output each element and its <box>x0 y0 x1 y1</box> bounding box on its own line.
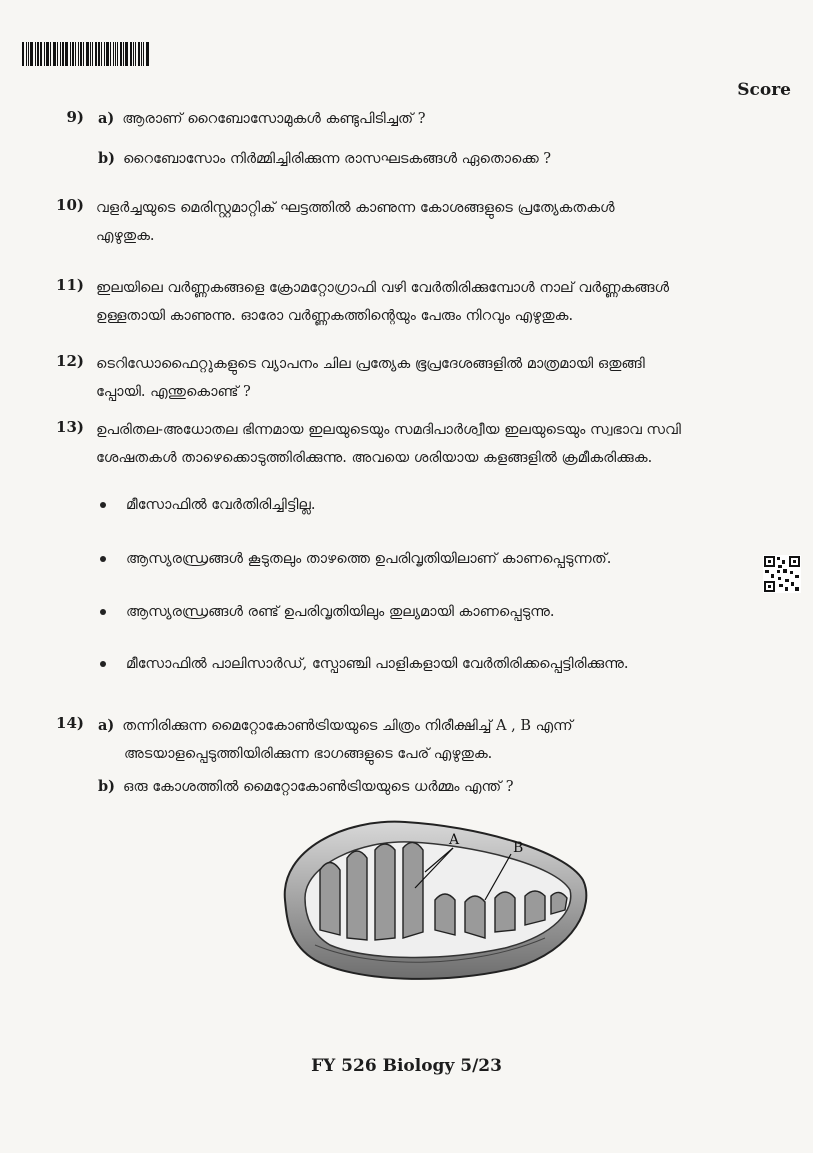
barcode <box>22 42 150 66</box>
q14-a-line2: അടയാളപ്പെടുത്തിയിരിക്കുന്ന ഭാഗങ്ങളുടെ പേര് എഴുതുക. <box>124 746 493 762</box>
q13-bullet: മീസോഫിൽ വേർതിരിച്ചിട്ടില്ല. <box>100 497 315 513</box>
q9-a-text: ആരാണ് റൈബോസോമുകൾ കണ്ടുപിടിച്ചത് ? <box>122 111 426 127</box>
label-a: A <box>449 832 460 848</box>
q12-text <box>96 350 645 406</box>
q13-bullet: മീസോഫിൽ പാലിസാർഡ്, സ്പോഞ്ചി പാളികളായി വേർതിരിക്കപ്പെട്ടിരിക്കുന്നു. <box>100 656 628 672</box>
score-label: Score <box>737 80 791 100</box>
q12-line1: ടെറിഡോഫൈറ്റുകളുടെ വ്യാപനം ചില പ്രത്യേക ഭൂപ്രദേശങ്ങളിൽ മാത്രമായി ഒതുങ്ങി <box>96 356 645 372</box>
q10-number: 10) <box>56 196 84 214</box>
q13-line2: ശേഷതകൾ താഴെക്കൊടുത്തിരിക്കുന്നു. അവയെ ശരിയായ കളങ്ങളിൽ ക്രമീകരിക്കുക. <box>96 450 653 466</box>
q13-bullet: ആസ്യരന്ധ്രങ്ങൾ കൂടുതലും താഴത്തെ ഉപരിവൃതിയിലാണ് കാണപ്പെടുന്നത്. <box>100 551 611 567</box>
q11-text <box>96 274 669 330</box>
q12-line2: പ്പോയി. എന്തുകൊണ്ട് ? <box>96 384 251 400</box>
q9-a-label: a) <box>98 110 115 127</box>
q10-line1: വളർച്ചയുടെ മെരിസ്റ്റമാറ്റിക് ഘട്ടത്തിൽ കാണുന്ന കോശങ്ങളുടെ പ്രത്യേകതകൾ <box>96 200 615 216</box>
q9-b-label: b) <box>98 150 115 167</box>
q14-part-b <box>98 774 514 800</box>
mitochondrion-diagram <box>275 810 595 985</box>
q9-number: 9) <box>66 108 84 126</box>
q9-part-b <box>98 146 551 172</box>
bullet-icon <box>100 661 106 667</box>
q10-line2: എഴുതുക. <box>96 228 155 244</box>
q13-bullet: ആസ്യരന്ധ്രങ്ങൾ രണ്ട് ഉപരിവൃതിയിലും തുല്യമായി കാണപ്പെടുന്നു. <box>100 604 555 620</box>
q14-a-line1: തന്നിരിക്കുന്ന മൈറ്റോകോൺട്രിയയുടെ ചിത്രം നിരീക്ഷിച്ച് A , B എന്ന് <box>122 718 573 734</box>
q13-number: 13) <box>56 418 84 436</box>
qr-code-icon <box>763 555 801 593</box>
label-b: B <box>513 840 524 856</box>
q11-number: 11) <box>56 276 84 294</box>
q9-b-text: റൈബോസോം നിർമ്മിച്ചിരിക്കുന്ന രാസഘടകങ്ങൾ ഏതൊക്കെ ? <box>123 151 552 167</box>
q11-line2: ഉള്ളതായി കാണുന്നു. ഓരോ വർണ്ണകത്തിന്റെയും പേരും നിറവും എഴുതുക. <box>96 308 574 324</box>
q14-number: 14) <box>56 714 84 732</box>
q12-number: 12) <box>56 352 84 370</box>
page-footer: FY 526 Biology 5/23 <box>311 1056 502 1076</box>
q9-part-a <box>98 106 426 132</box>
q14-b-text: ഒരു കോശത്തിൽ മൈറ്റോകോൺട്രിയയുടെ ധർമ്മം എന്ത് ? <box>123 779 514 795</box>
q13-text <box>96 416 681 472</box>
q14-a-label: a) <box>98 717 115 734</box>
q11-line1: ഇലയിലെ വർണ്ണകങ്ങളെ ക്രോമറ്റോഗ്രാഫി വഴി വേർതിരിക്കുമ്പോൾ നാല് വർണ്ണകങ്ങൾ <box>96 280 670 296</box>
q10-text <box>96 194 615 250</box>
bullet-icon <box>100 502 106 508</box>
bullet-icon <box>100 556 106 562</box>
q13-line1: ഉപരിതല-അധോതല ഭിന്നമായ ഇലയുടെയും സമദിപാർശ്വീയ ഇലയുടെയും സ്വഭാവ സവി <box>96 422 681 438</box>
q14-part-a <box>98 712 573 768</box>
bullet-icon <box>100 609 106 615</box>
q14-b-label: b) <box>98 778 115 795</box>
